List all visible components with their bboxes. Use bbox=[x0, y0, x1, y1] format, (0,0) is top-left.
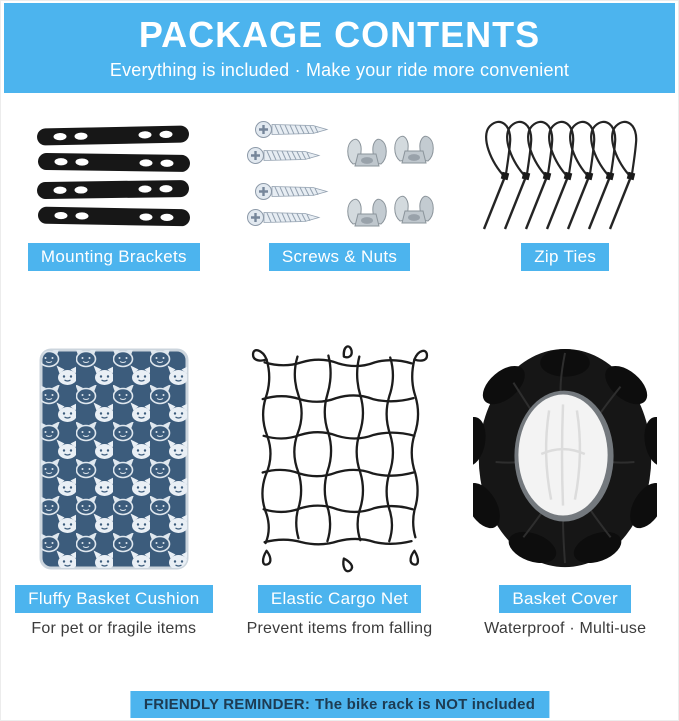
item-label-zip-ties: Zip Ties bbox=[521, 243, 609, 271]
reminder-prefix: FRIENDLY REMINDER: bbox=[143, 696, 311, 713]
row-hardware bbox=[1, 117, 678, 271]
item-zip-ties bbox=[452, 117, 678, 271]
item-screws-nuts bbox=[227, 117, 453, 271]
mounting-brackets-icon bbox=[35, 124, 193, 228]
header-banner bbox=[4, 3, 675, 93]
page-title: PACKAGE CONTENTS bbox=[138, 14, 541, 55]
item-caption-basket-cushion: For pet or fragile items bbox=[31, 620, 197, 637]
basket-cushion-icon bbox=[39, 348, 189, 570]
item-cargo-net bbox=[227, 343, 453, 638]
item-basket-cushion bbox=[1, 343, 227, 638]
item-mounting-brackets bbox=[1, 117, 227, 271]
item-label-basket-cushion: Fluffy Basket Cushion bbox=[15, 585, 212, 613]
zip-ties-icon bbox=[479, 117, 651, 235]
reminder-text: The bike rack is NOT included bbox=[315, 696, 536, 713]
reminder-banner bbox=[130, 691, 549, 718]
row-accessories bbox=[1, 343, 678, 638]
page-subtitle: Everything is included · Make your ride more convenient bbox=[109, 60, 570, 80]
item-label-basket-cover: Basket Cover bbox=[499, 585, 631, 613]
item-label-mounting-brackets: Mounting Brackets bbox=[28, 243, 200, 271]
item-label-cargo-net: Elastic Cargo Net bbox=[258, 585, 421, 613]
item-basket-cover bbox=[452, 343, 678, 638]
item-caption-basket-cover: Waterproof · Multi-use bbox=[484, 620, 647, 637]
item-caption-cargo-net: Prevent items from falling bbox=[246, 620, 433, 637]
screws-nuts-icon bbox=[245, 120, 435, 232]
cargo-net-icon bbox=[250, 344, 430, 574]
basket-cover-icon bbox=[473, 343, 657, 575]
item-label-screws-nuts: Screws & Nuts bbox=[269, 243, 410, 271]
